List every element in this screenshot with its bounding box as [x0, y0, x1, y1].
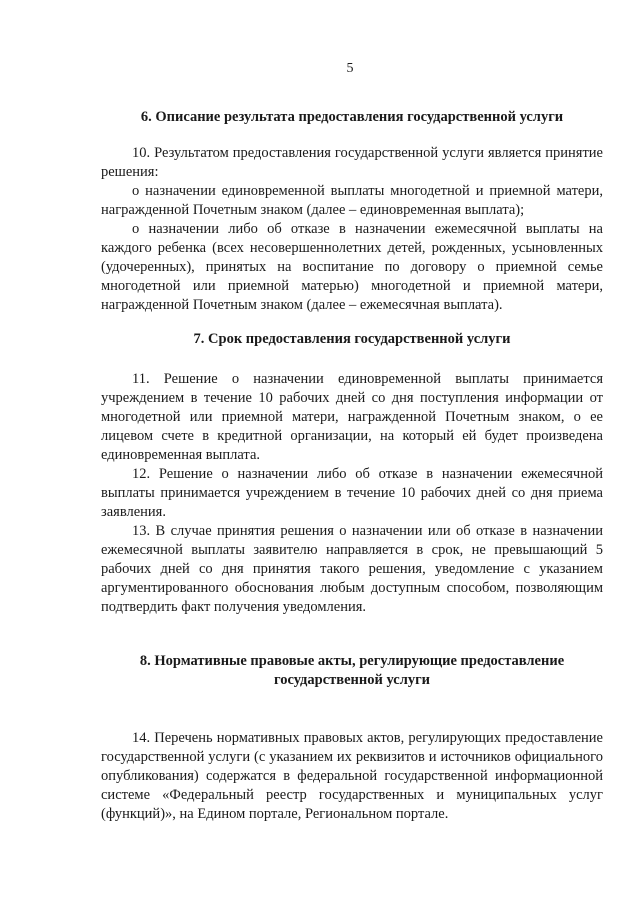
section-8-heading-line-1: 8. Нормативные правовые акты, регулирующие предоставление	[139, 653, 565, 669]
section-6-item-monthly: о назначении либо об отказе в назначении ежемесячной выплаты на каждого ребенка (всех несовершеннолетних детей, рожденных, усыновленных (удочеренных), принятых на воспитание по договору о приемной семье многодетной или приемной матерью) многодетной и приемной матери, награжденной Почетным знаком (далее – ежемесячная выплата).	[101, 221, 603, 313]
section-7-heading: 7. Срок предоставления государственной услуги	[193, 331, 511, 347]
section-6-item-lump-sum: о назначении единовременной выплаты многодетной и приемной матери, награжденной Почетным знаком (далее – единовременная выплата);	[101, 183, 603, 218]
section-7-paragraph-12: 12. Решение о назначении либо об отказе в назначении ежемесячной выплаты принимается учреждением в течение 10 рабочих дней со дня приема заявления.	[101, 466, 603, 520]
page-number: 5	[346, 61, 354, 76]
section-6-heading: 6. Описание результата предоставления государственной услуги	[140, 109, 564, 125]
section-7-paragraph-13: 13. В случае принятия решения о назначении или об отказе в назначении ежемесячной выплаты заявителю направляется в срок, не превышающий 5 рабочих дней со дня принятия такого решения, уведомление с указанием аргументированного обоснования любым доступным способом, позволяющим подтвердить факт получения уведомления.	[101, 523, 603, 615]
section-8-heading	[101, 652, 603, 690]
document-body	[101, 108, 603, 824]
section-6-paragraph-10: 10. Результатом предоставления государственной услуги является принятие решения:	[101, 145, 603, 180]
section-7-paragraph-11: 11. Решение о назначении единовременной выплаты принимается учреждением в течение 10 рабочих дней со дня поступления информации от многодетной или приемной матери, награжденной Почетным знаком, о ее лицевом счете в кредитной организации, на который ей будет произведена единовременная выплата.	[101, 371, 603, 463]
section-8-paragraph-14: 14. Перечень нормативных правовых актов, регулирующих предоставление государственной услуги (с указанием их реквизитов и источников официального опубликования) содержатся в федеральной государственной информационной системе «Федеральный реестр государственных и муниципальных услуг (функций)», на Едином портале, Региональном портале.	[101, 730, 603, 822]
section-8-heading-line-2: государственной услуги	[273, 672, 431, 688]
